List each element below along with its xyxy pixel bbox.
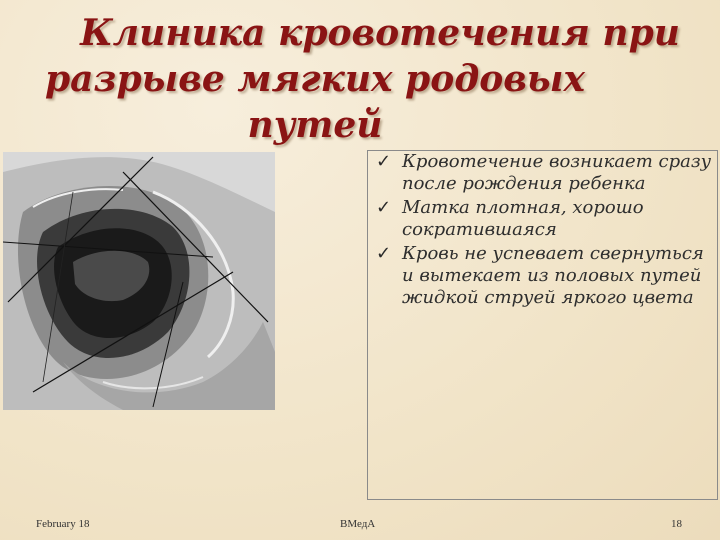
slide-title-line-1: Клиника кровотечения при	[80, 12, 680, 54]
bullet-item	[376, 151, 716, 195]
illustration-drawing	[3, 152, 275, 410]
slide-number: 18	[671, 518, 682, 530]
checkmark-icon: ✓	[376, 151, 392, 172]
bullet-item	[376, 243, 716, 309]
checkmark-icon: ✓	[376, 197, 392, 218]
bullet-text: Кровь не успевает свернуться и вытекает из половых путей жидкой струей яркого цвета	[402, 243, 704, 308]
slide-title-line-2: разрыве мягких родовых путей	[45, 58, 585, 146]
bullet-list	[376, 151, 716, 311]
bullet-text-box	[367, 150, 718, 500]
medical-illustration	[3, 152, 275, 410]
checkmark-icon: ✓	[376, 243, 392, 264]
bullet-text: Матка плотная, хорошо сократившаяся	[402, 197, 644, 240]
footer-organization: ВМедА	[340, 518, 376, 530]
footer-date: February 18	[36, 518, 90, 530]
slide-title	[0, 10, 720, 148]
bullet-text: Кровотечение возникает сразу после рождения ребенка	[402, 151, 712, 194]
bullet-item	[376, 197, 716, 241]
